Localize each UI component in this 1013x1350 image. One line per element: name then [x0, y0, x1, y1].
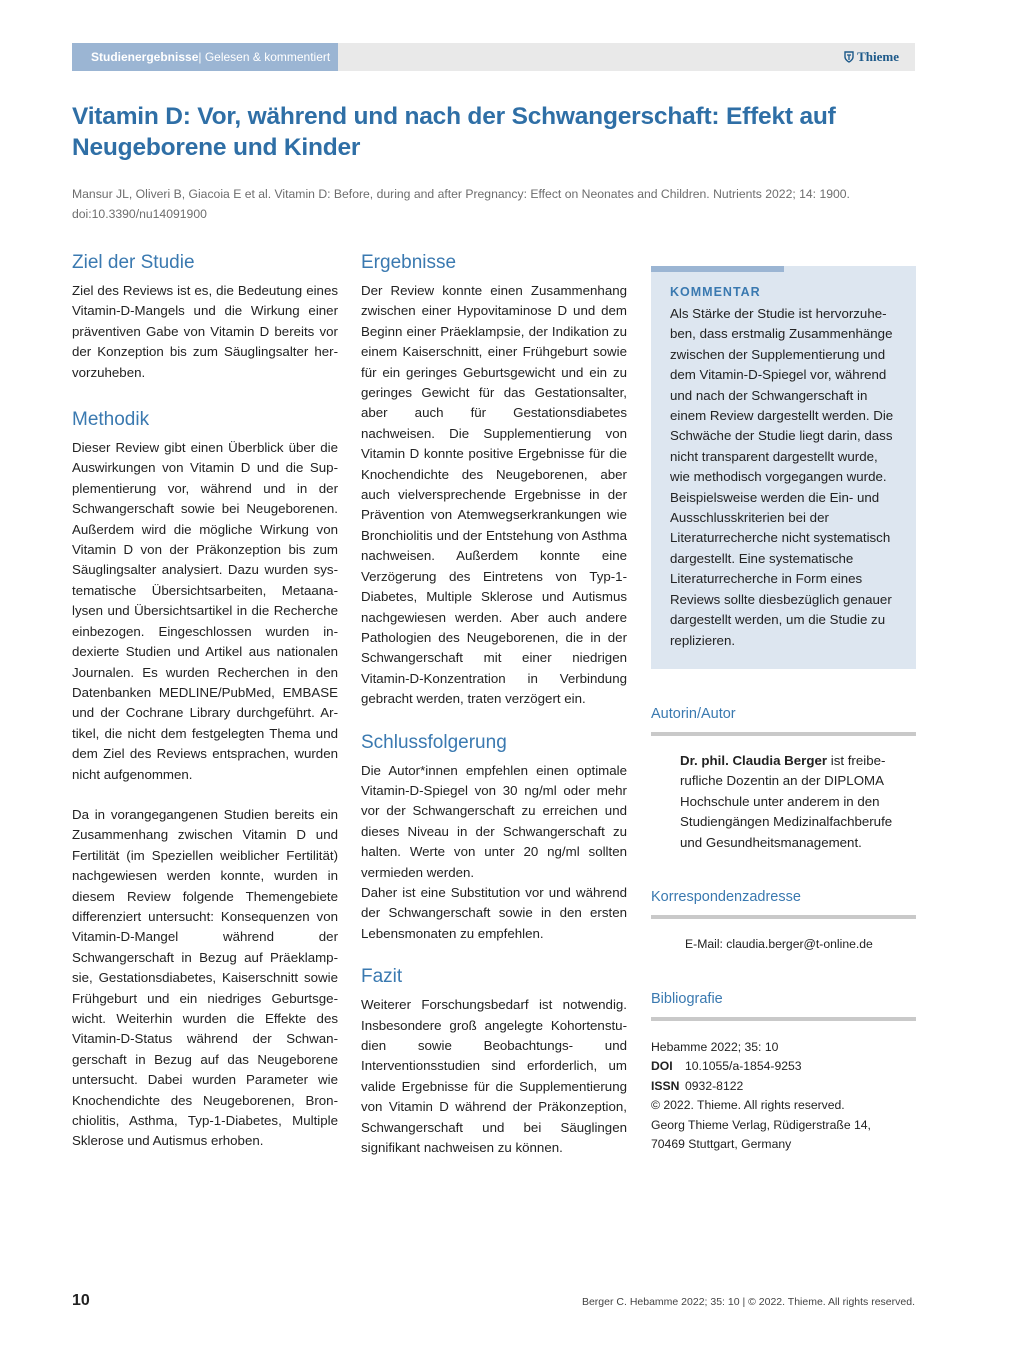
thieme-logo [844, 43, 899, 71]
brand-name: Thieme [857, 49, 899, 64]
correspondence-rule [651, 915, 916, 919]
bib-issn-row [651, 1077, 916, 1096]
bib-city: 70469 Stuttgart, Germany [651, 1137, 792, 1152]
text-fazit: Weiterer Forschungsbedarf ist notwendig. Insbesondere groß angelegte Kohortenstudien sowie Beobachtungs- und Interventionsstudien sind erforderlich, um valide Ergebnisse für die Supplementierung von Vitamin D während der Präkonzeption, Schwangerschaft und bei Säuglingen signifikant nachweisen zu können. [361, 997, 627, 1156]
text-methodik-2: Da in vorangegangenen Studien bereits ein Zusammenhang zwischen Vitamin D und Fertilität (im Speziellen weiblicher Fertilität) nachgewiesen werden konnte, wurden in diesem Review folgende Themengebiete differenziert untersucht: Konsequenzen von Vitamin-D-Mangel während der Schwangerschaft in Bezug auf Präeklampsie, Gestationsdiabetes, Kaiserschnitt sowie Frühgeburt und ein niedriges Geburtsgewicht. Weiterhin wurden die Effekte des Vitamin-D-Status während der Schwangerschaft in Bezug auf das Neugeborene untersucht. Dabei wurden Parameter wie Knochendichte des Neugeborenen, Bronchiolitis, Asthma, Typ-1-Diabetes, Multiple Sklerose und Autismus erhoben. [72, 806, 338, 1149]
comment-heading: KOMMENTAR [670, 285, 761, 299]
bib-issn: 0932-8122 [685, 1078, 744, 1093]
section-separator: | [198, 50, 202, 64]
bib-issn-label: ISSN [651, 1078, 680, 1093]
bibliography-block [651, 1038, 916, 1154]
column-left [72, 250, 338, 1152]
author-heading: Autorin/Autor [651, 706, 736, 722]
thieme-shield-icon [844, 51, 854, 63]
section-tag [72, 43, 338, 71]
bibliography-rule [651, 1017, 916, 1021]
bib-journal: Hebamme 2022; 35: 10 [651, 1040, 779, 1054]
text-ergebnisse: Der Review konnte einen Zusammenhang zwischen einer Hypovitaminose D und dem Beginn einer Präeklampsie, der Indikation zu einem Kaiserschnitt, einer Frühgeburt sowie für ein geringes Geburtsgewicht und ein zu geringes Gewicht für das Gestationsalter, aber auch für Gestationsdiabetes nachweisen. Die Supplementierung von Vitamin D konnte positive Ergebnisse für die Knochendichte des Neugeborenen, aber auch vielversprechende Ergebnisse in der Prävention von Atemwegserkrankungen wie Bronchiolitis und der Entstehung von Asthma nachweisen. Außerdem konnte eine Verzögerung des Eintretens von Typ-1-Diabetes, Multiple Sklerose und Autismus nachgewiesen werden. Aber auch andere Pathologien des Neugeborenen, die in der Schwangerschaft mit einer niedrigen Vitamin-D-Konzentration in Verbindung gebracht werden, traten verzögert ein. [361, 283, 627, 707]
text-methodik-1: Dieser Review gibt einen Überblick über die Auswirkungen von Vitamin D und die Supplementierung vor, während und in der Schwangerschaft sowie bei Neugeborenen. Außerdem wird die mögliche Wirkung von Vitamin D von der Präkonzeption bis zum Säuglingsalter analysiert. Dazu wurden systematische Übersichtsarbeiten, Metaanalysen und Übersichtsartikel in die Recherche einbezogen. Eingeschlossen wurden indexierte Studien und Artikel aus nationalen Journalen. Es wurden Recherchen in den Datenbanken MEDLINE/PubMed, EMBASE und der Cochrane Library durchgeführt. Artikel, die nicht dem festgelegten Thema und dem Ziel des Reviews entsprachen, wurden nicht aufgenommen. [72, 440, 338, 782]
heading-methodik: Methodik [72, 409, 150, 431]
section-label: Studienergebnisse [91, 50, 199, 64]
page-number: 10 [72, 1292, 90, 1309]
heading-schlussfolgerung: Schlussfolgerung [361, 731, 507, 753]
author-description: ist freiberufliche Dozentin an der DIPLOMA Hochschule unter anderem in den Studiengängen Medizinalfachberufe und Gesundheitsmanagement. [680, 753, 893, 850]
comment-accent-bar [651, 266, 784, 272]
bib-doi[interactable]: 10.1055/a-1854-9253 [685, 1059, 802, 1074]
correspondence-heading: Korrespondenzadresse [651, 889, 801, 905]
comment-text: Als Stärke der Studie ist hervorzuheben, dass erstmalig Zusammenhänge zwischen der Supplementierung und dem Vitamin-D-Spiegel vor, während und nach der Schwangerschaft in einem Review dargestellt werden. Die Schwäche der Studie liegt darin, dass nicht transparent dargestellt wurde, wie methodisch vorgegangen wurde. Beispielsweise werden die Ein- und Ausschlusskriterien bei der Literaturrecherche nicht systematisch dargestellt. Eine systematische Literaturrecherche in Form eines Reviews sollte diesbezüglich genauer dargestellt werden, um die Studie zu replizieren. [670, 306, 894, 648]
heading-ergebnisse: Ergebnisse [361, 252, 457, 273]
column-middle [361, 250, 627, 1158]
footer-citation: Berger C. Hebamme 2022; 35: 10 | © 2022. Thieme. All rights reserved. [581, 1296, 915, 1308]
text-schlussfolgerung-2: Daher ist eine Substitution vor und während der Schwangerschaft sowie in den ersten Lebensmonaten zu empfehlen. [361, 884, 627, 941]
author-email[interactable]: E-Mail: claudia.berger@t-online.de [685, 937, 873, 951]
article-title: Vitamin D: Vor, während und nach der Schwangerschaft: Effekt auf Neugeborene und Kinder [72, 103, 836, 161]
bib-doi-label: DOI [651, 1059, 673, 1074]
article-citation: Mansur JL, Oliveri B, Giacoia E et al. Vitamin D: Before, during and after Pregnancy: Effect on Neonates and Children. Nutrients 2022; 14: 1900. doi:10.3390/nu14091900 [72, 187, 850, 221]
author-rule [651, 732, 916, 736]
text-schlussfolgerung-1: Die Autor*innen empfehlen einen optimale Vitamin-D-Spiegel von 30 ng/ml oder mehr vor der Schwangerschaft zu erreichen und dieses Niveau in der Schwangerschaft zu halten. Werte von unter 20 ng/ml sollten vermieden werden. [361, 762, 627, 880]
bib-copyright: © 2022. Thieme. All rights reserved. [651, 1098, 845, 1113]
comment-box [651, 266, 916, 669]
author-name: Dr. phil. Claudia Berger [680, 753, 828, 768]
bibliography-heading: Bibliografie [651, 991, 723, 1007]
bib-doi-row [651, 1057, 916, 1076]
bib-publisher: Georg Thieme Verlag, Rüdigerstraße 14, [651, 1117, 871, 1132]
heading-ziel: Ziel der Studie [72, 252, 195, 273]
author-info [680, 751, 912, 853]
subsection-label: Gelesen & kommentiert [201, 50, 331, 64]
header-bar [72, 43, 915, 71]
heading-fazit: Fazit [361, 966, 403, 988]
text-ziel: Ziel des Reviews ist es, die Bedeutung eines Vitamin-D-Mangels und die Wirkung einer präventiven Gabe von Vitamin D bereits vor der Konzeption bis zum Säuglingsalter hervorzuheben. [72, 283, 338, 380]
